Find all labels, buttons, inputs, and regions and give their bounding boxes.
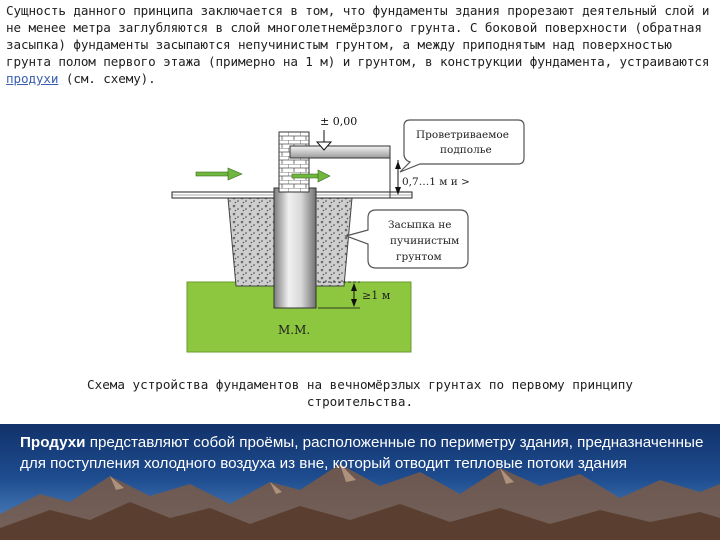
- callout-backfill-line-1: Засыпка не: [388, 219, 452, 231]
- foundation-diagram: [0, 108, 720, 370]
- produkhi-term: Продухи: [20, 434, 86, 451]
- produkhi-link[interactable]: продухи: [6, 71, 59, 86]
- height-dimension-label: 0,7…1 м и >: [402, 176, 470, 188]
- callout-backfill: [346, 210, 468, 268]
- callout-ventilated-subfloor: [400, 120, 524, 172]
- callout-vent-line-1: Проветриваемое: [416, 129, 509, 141]
- caption-line-2: строительства.: [306, 394, 414, 409]
- callout-vent-line-2: подполье: [440, 144, 492, 156]
- foundation-pillar: [274, 188, 316, 308]
- brick-plinth: [279, 132, 309, 192]
- produkhi-description: представляют собой проёмы, расположенные по периметру здания, предназначенные для поступления холодного воздуха из вне, который отводит тепловые потоки здания: [20, 434, 704, 472]
- permafrost-label: М.М.: [278, 323, 311, 337]
- diagram-caption: [40, 376, 680, 410]
- floor-beam: [290, 146, 390, 158]
- callout-backfill-line-3: грунтом: [396, 251, 442, 263]
- intro-text: Сущность данного принципа заключается в том, что фундаменты здания прорезают деятельный слой и не менее метра заглубляются в слой многолетнемёрзлого грунта. С боковой поверхности (обратная засыпка) фундаменты засыпаются непучинистым грунтом, а между приподнятым над поверхностью грунта полом первого этажа (примерно на 1 м) и грунтом, в конструкции фундамента, устраиваются: [6, 3, 710, 69]
- callout-backfill-line-2: пучинистым: [390, 235, 460, 247]
- caption-line-1: Схема устройства фундаментов на вечномёрзлых грунтах по первому принципу: [87, 377, 633, 392]
- intro-paragraph: [6, 2, 712, 87]
- level-mark: [317, 115, 357, 150]
- depth-dimension-label: ≥1 м: [362, 289, 391, 302]
- intro-text-end: (см. схему).: [58, 71, 156, 86]
- level-mark-label: ± 0,00: [320, 115, 358, 128]
- produkhi-definition: [20, 432, 710, 474]
- airflow-arrow-left: [196, 168, 242, 180]
